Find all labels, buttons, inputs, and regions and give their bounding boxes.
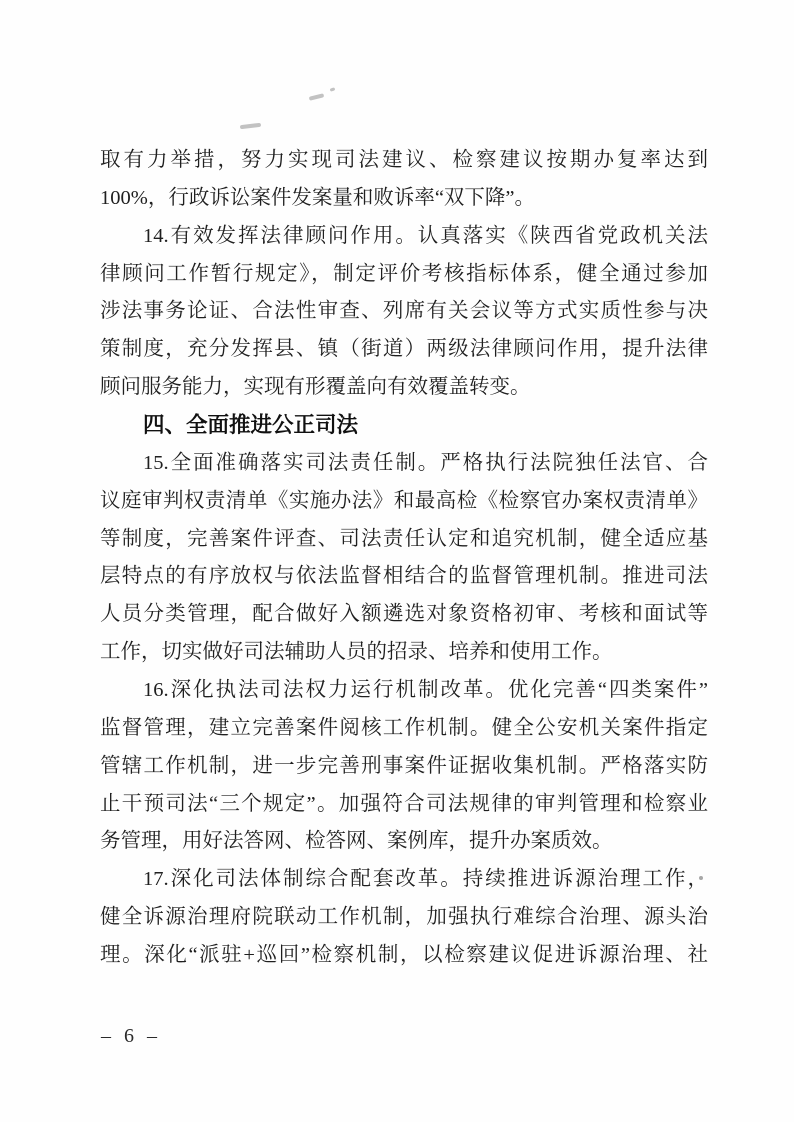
line-p14-2: 律顾问工作暂行规定》，制定评价考核指标体系，健全通过参加 — [100, 262, 708, 285]
line-intro-2: 100%，行政诉讼案件发案量和败诉率“双下降”。 — [100, 186, 536, 209]
line-p15-4: 层特点的有序放权与依法监督相结合的监督管理机制。推进司法 — [100, 565, 708, 588]
line-p15-3: 等制度，完善案件评查、司法责任认定和追究机制，健全适应基 — [100, 527, 708, 550]
line-p16-4: 止干预司法“三个规定”。加强符合司法规律的审判管理和检察业 — [100, 792, 708, 815]
line-p14-3: 涉法事务论证、合法性审查、列席有关会议等方式实质性参与决 — [100, 300, 708, 323]
scan-speckle — [309, 93, 325, 101]
line-p15-6: 工作，切实做好司法辅助人员的招录、培养和使用工作。 — [100, 641, 613, 664]
line-p17-3: 理。深化“派驻+巡回”检察机制，以检察建议促进诉源治理、社 — [100, 944, 708, 967]
scan-speckle — [240, 123, 261, 130]
line-p16-2: 监督管理，建立完善案件阅核工作机制。健全公安机关案件指定 — [100, 716, 708, 739]
line-p14-1: 14.有效发挥法律顾问作用。认真落实《陕西省党政机关法 — [143, 224, 708, 247]
line-p14-4: 策制度，充分发挥县、镇（街道）两级法律顾问作用，提升法律 — [100, 338, 708, 361]
scan-speckle — [330, 87, 336, 92]
line-p15-5: 人员分类管理，配合做好入额遴选对象资格初审、考核和面试等 — [100, 603, 708, 626]
line-p16-1: 16.深化执法司法权力运行机制改革。优化完善“四类案件” — [143, 679, 708, 702]
line-p15-2: 议庭审判权责清单《实施办法》和最高检《检察官办案权责清单》 — [100, 489, 708, 512]
page-number: – 6 – — [101, 1025, 161, 1047]
section-heading-4: 四、全面推进公正司法 — [143, 413, 359, 438]
document-body — [100, 142, 708, 975]
line-p17-2: 健全诉源治理府院联动工作机制，加强执行难综合治理、源头治 — [100, 906, 708, 929]
line-p16-5: 务管理，用好法答网、检答网、案例库，提升办案质效。 — [100, 830, 613, 853]
line-p16-3: 管辖工作机制，进一步完善刑事案件证据收集机制。严格落实防 — [100, 754, 708, 777]
line-p17-1: 17.深化司法体制综合配套改革。持续推进诉源治理工作， — [143, 868, 708, 891]
line-intro-1: 取有力举措，努力实现司法建议、检察建议按期办复率达到 — [100, 149, 708, 171]
line-p15-1: 15.全面准确落实司法责任制。严格执行法院独任法官、合 — [143, 451, 708, 474]
line-p14-5: 顾问服务能力，实现有形覆盖向有效覆盖转变。 — [100, 376, 531, 399]
